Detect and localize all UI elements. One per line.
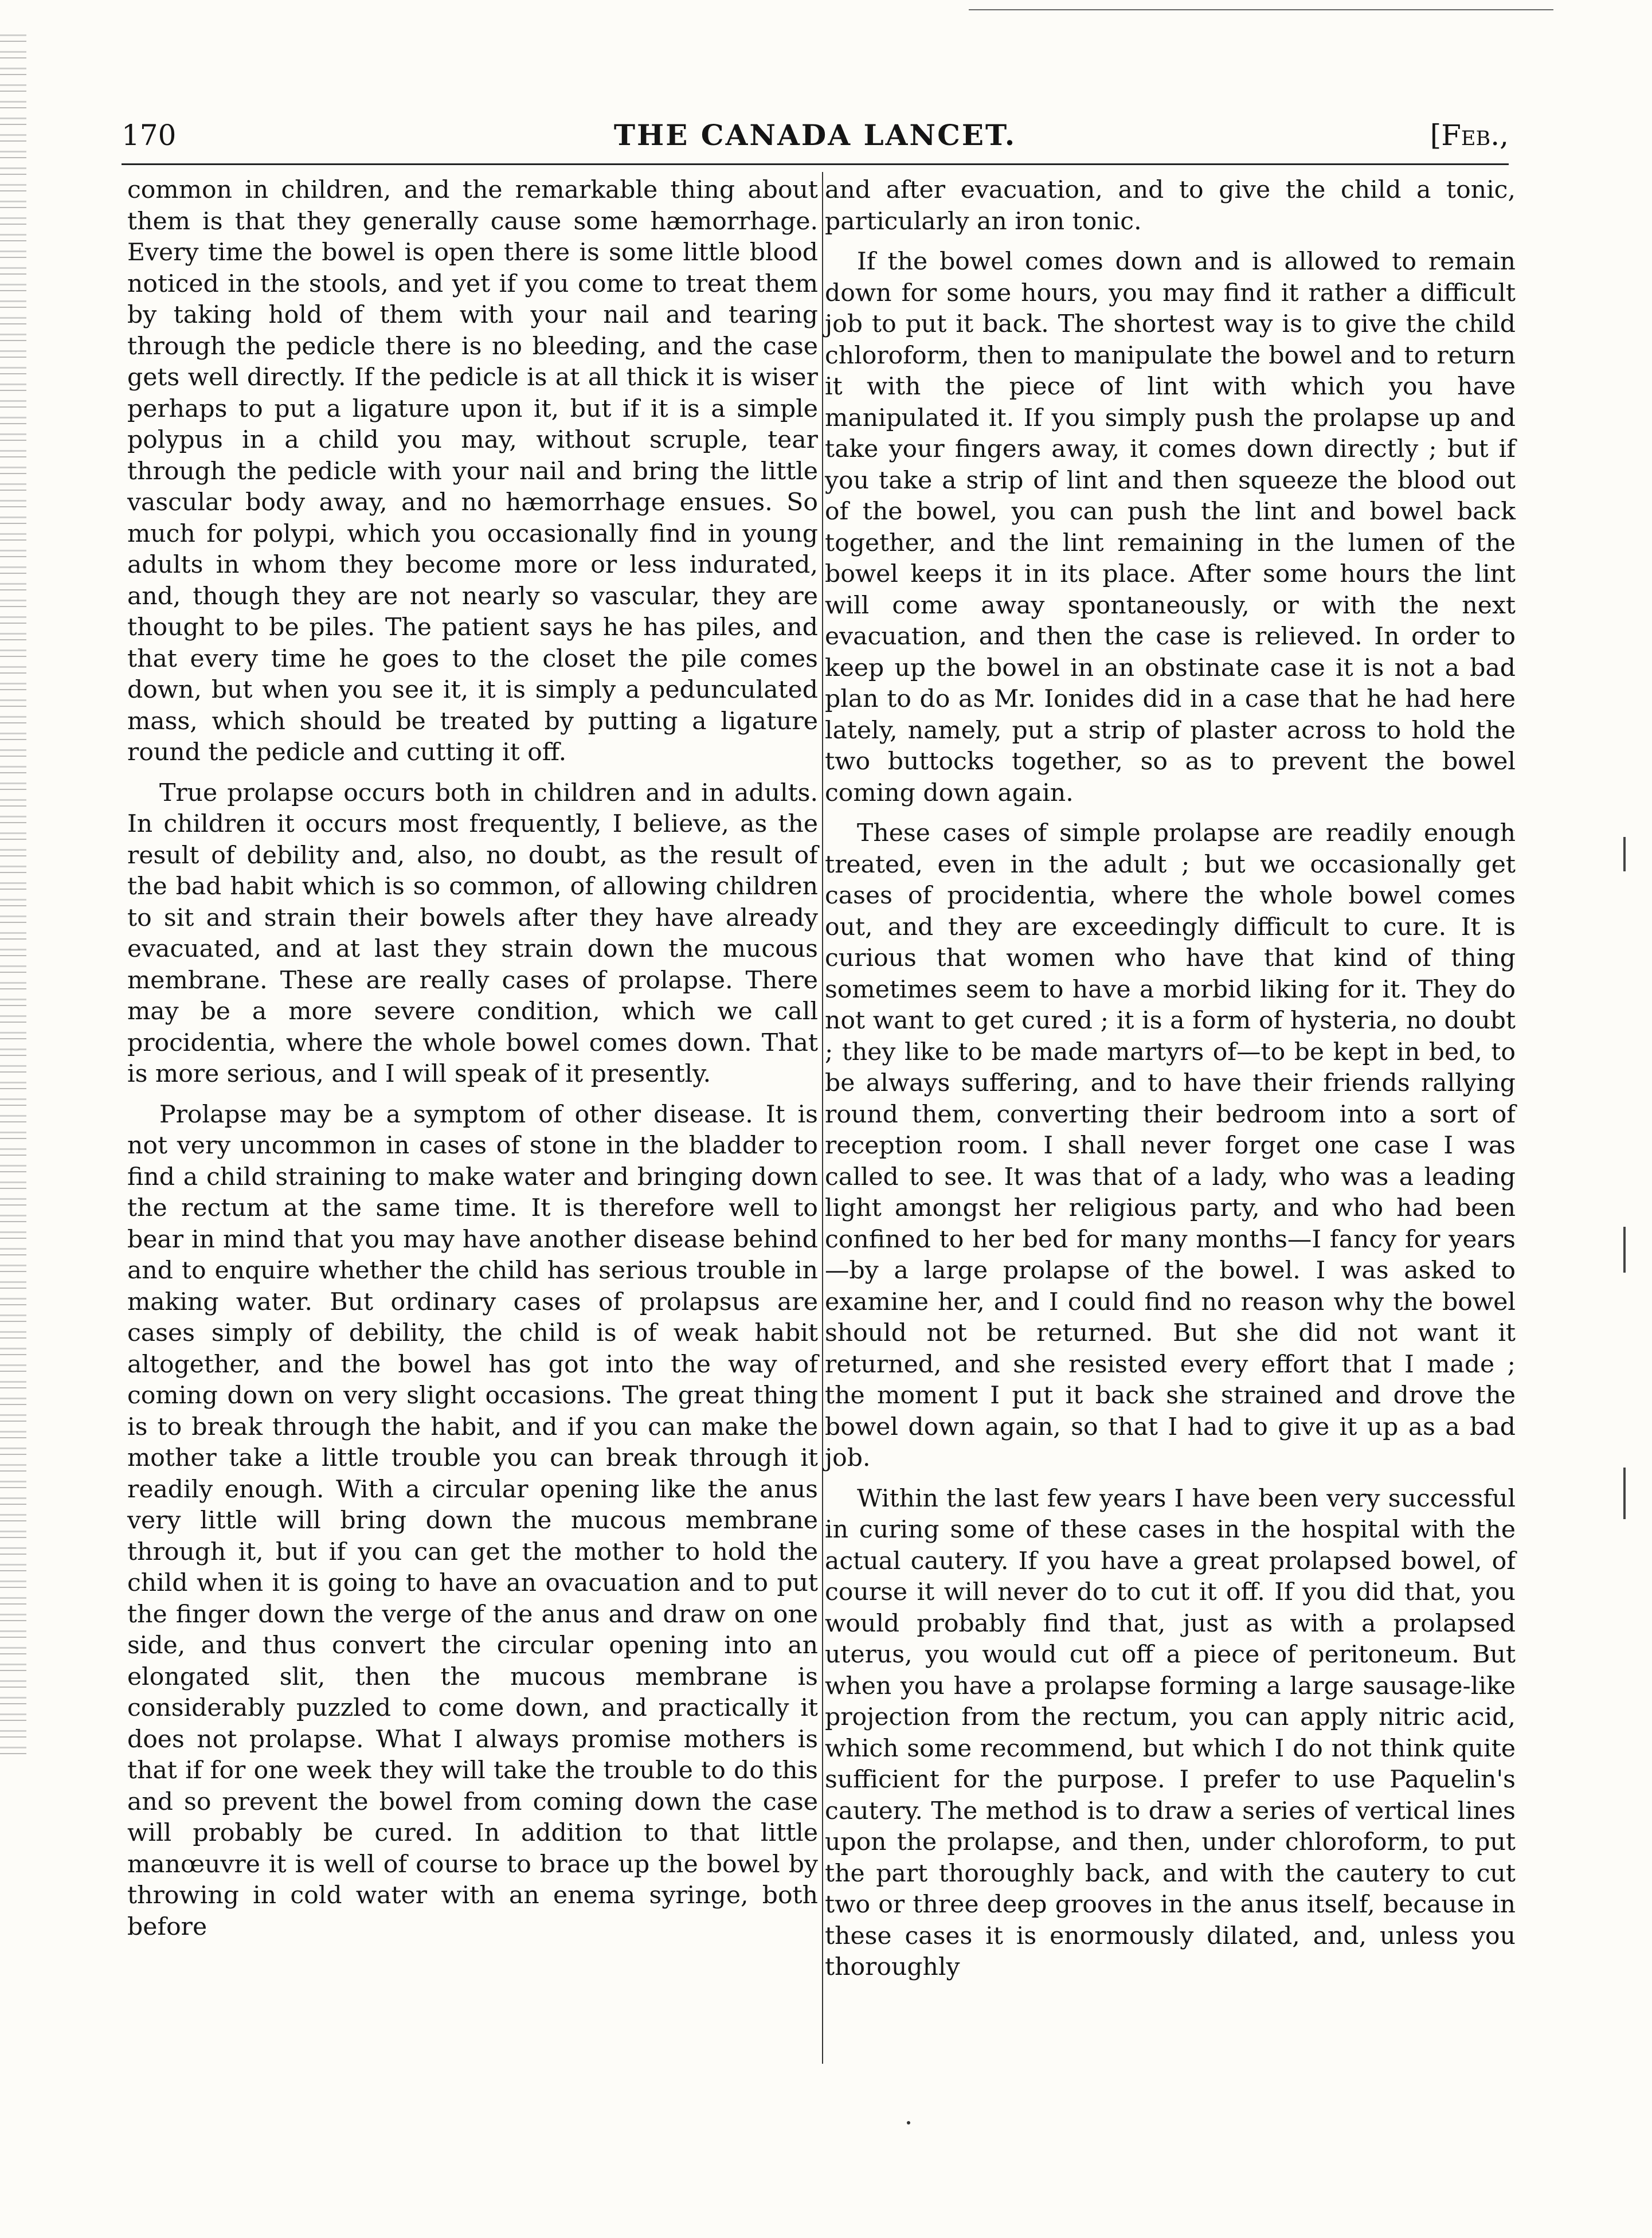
margin-mark [1623,837,1626,871]
top-scan-rule [969,9,1553,10]
print-speck [907,2121,910,2124]
paragraph: Prolapse may be a symptom of other disease. It is not very uncommon in cases of stone in the bladder to find a child straining to make water and bringing down the rectum at the same time. It is therefore well to bear in mind that you may have another disease behind and to enquire whether the child has serious trouble in making water. But ordinary cases of prolapsus are cases simply of debility, the child is of weak habit altogether, and the bowel has got into the way of coming down on very slight occasions. The great thing is to break through the habit, and if you can make the mother take a little trouble you can break through it readily enough. With a circular opening like the anus very little will bring down the mucous membrane through it, but if you can get the mother to hold the child when it is going to have an ovacuation and to put the finger down the verge of the anus and draw on one side, and thus convert the circular opening into an elongated slit, then the mucous membrane is considerably puzzled to come down, and practically it does not prolapse. What I always promise mothers is that if for one week they will take the trouble to do this and so prevent the bowel from coming down the case will probably be cured. In addition to that little manœuvre it is well of course to brace up the bowel by throwing in cold water with an enema syringe, both before [127,1100,818,1941]
right-column [804,175,1516,2061]
issue-month: [Feb., [1430,119,1509,152]
paragraph: True prolapse occurs both in children and in adults. In children it occurs most frequently, I believe, as the result of debility and, also, no doubt, as the result of the bad habit which is so common, of allowing children to sit and strain their bowels after they have already evacuated, and at last they strain down the mucous membrane. These are really cases of prolapse. There may be a more severe condition, which we call procidentia, where the whole bowel comes down. That is more serious, and I will speak of it presently. [127,778,818,1088]
margin-mark [1623,1468,1626,1519]
running-header [122,112,1509,158]
paragraph: common in children, and the remarkable thing about them is that they generally cause some hæmorrhage. Every time the bowel is open there is some little blood noticed in the stools, and yet if you come to treat them by taking hold of them with your nail and tearing through the pedicle there is no bleeding, and the case gets well directly. If the pedicle is at all thick it is wiser perhaps to put a ligature upon it, but if it is a simple polypus in a child you may, without scruple, tear through the pedicle with your nail and bring the little vascular body away, and no hæmorrhage ensues. So much for polypi, which you occasionally find in young adults in whom they become more or less indurated, and, though they are not nearly so vascular, they are thought to be piles. The patient says he has piles, and that every time he goes to the closet the pile comes down, but when you see it, it is simply a pedunculated mass, which should be treated by putting a ligature round the pedicle and cutting it off. [127,176,818,766]
header-rule [122,163,1509,165]
scan-binding-edge [0,34,26,1754]
left-column [127,175,818,2061]
margin-mark [1623,1227,1626,1273]
journal-title: THE CANADA LANCET. [613,118,1017,152]
paragraph: These cases of simple prolapse are readily enough treated, even in the adult ; but we occasionally get cases of procidentia, where the whole bowel comes out, and they are exceedingly difficult to cure. It is curious that women who have that kind of thing sometimes seem to have a morbid liking for it. They do not want to get cured ; it is a form of hysteria, no doubt ; they like to be made martyrs of—to be kept in bed, to be always suffering, and to have their friends rallying round them, converting their bedroom into a sort of reception room. I shall never forget one case I was called to see. It was that of a lady, who was a leading light amongst her religious party, and who had been confined to her bed for many months—I fancy for years—by a large prolapse of the bowel. I was asked to examine her, and I could find no reason why the bowel should not be returned. But she did not want it returned, and she resisted every effort that I made ; the moment I put it back she strained and drove the bowel down again, so that I had to give it up as a bad job. [825,819,1516,1472]
paragraph: Within the last few years I have been very successful in curing some of these cases in the hospital with the actual cautery. If you have a great prolapsed bowel, of course it will never do to cut it off. If you did that, you would probably find that, just as with a prolapsed uterus, you would cut off a piece of peritoneum. But when you have a prolapse forming a large sausage-like projection from the rectum, you can apply nitric acid, which some recommend, but which I do not think quite sufficient for the purpose. I prefer to use Paquelin's cautery. The method is to draw a series of vertical lines upon the prolapse, and then, under chloroform, to put the part thoroughly back, and with the cautery to cut two or three deep grooves in the anus itself, because in these cases it is enormously dilated, and, unless you thoroughly [825,1484,1516,1981]
page-number: 170 [122,119,177,152]
paragraph: If the bowel comes down and is allowed to remain down for some hours, you may find it rather a difficult job to put it back. The shortest way is to give the child chloroform, then to manipulate the bowel and to return it with the piece of lint with which you have manipulated it. If you simply push the prolapse up and take your fingers away, it comes down directly ; but if you take a strip of lint and then squeeze the blood out of the bowel, you can push the lint and bowel back together, and the lint remaining in the lumen of the bowel keeps it in its place. After some hours the lint will come away spontaneously, or with the next evacuation, and then the case is relieved. In order to keep up the bowel in an obstinate case it is not a bad plan to do as Mr. Ionides did in a case that he had here lately, namely, put a strip of plaster across to hold the two buttocks together, so as to prevent the bowel coming down again. [825,248,1516,807]
paragraph: and after evacuation, and to give the child a tonic, particularly an iron tonic. [825,176,1516,236]
